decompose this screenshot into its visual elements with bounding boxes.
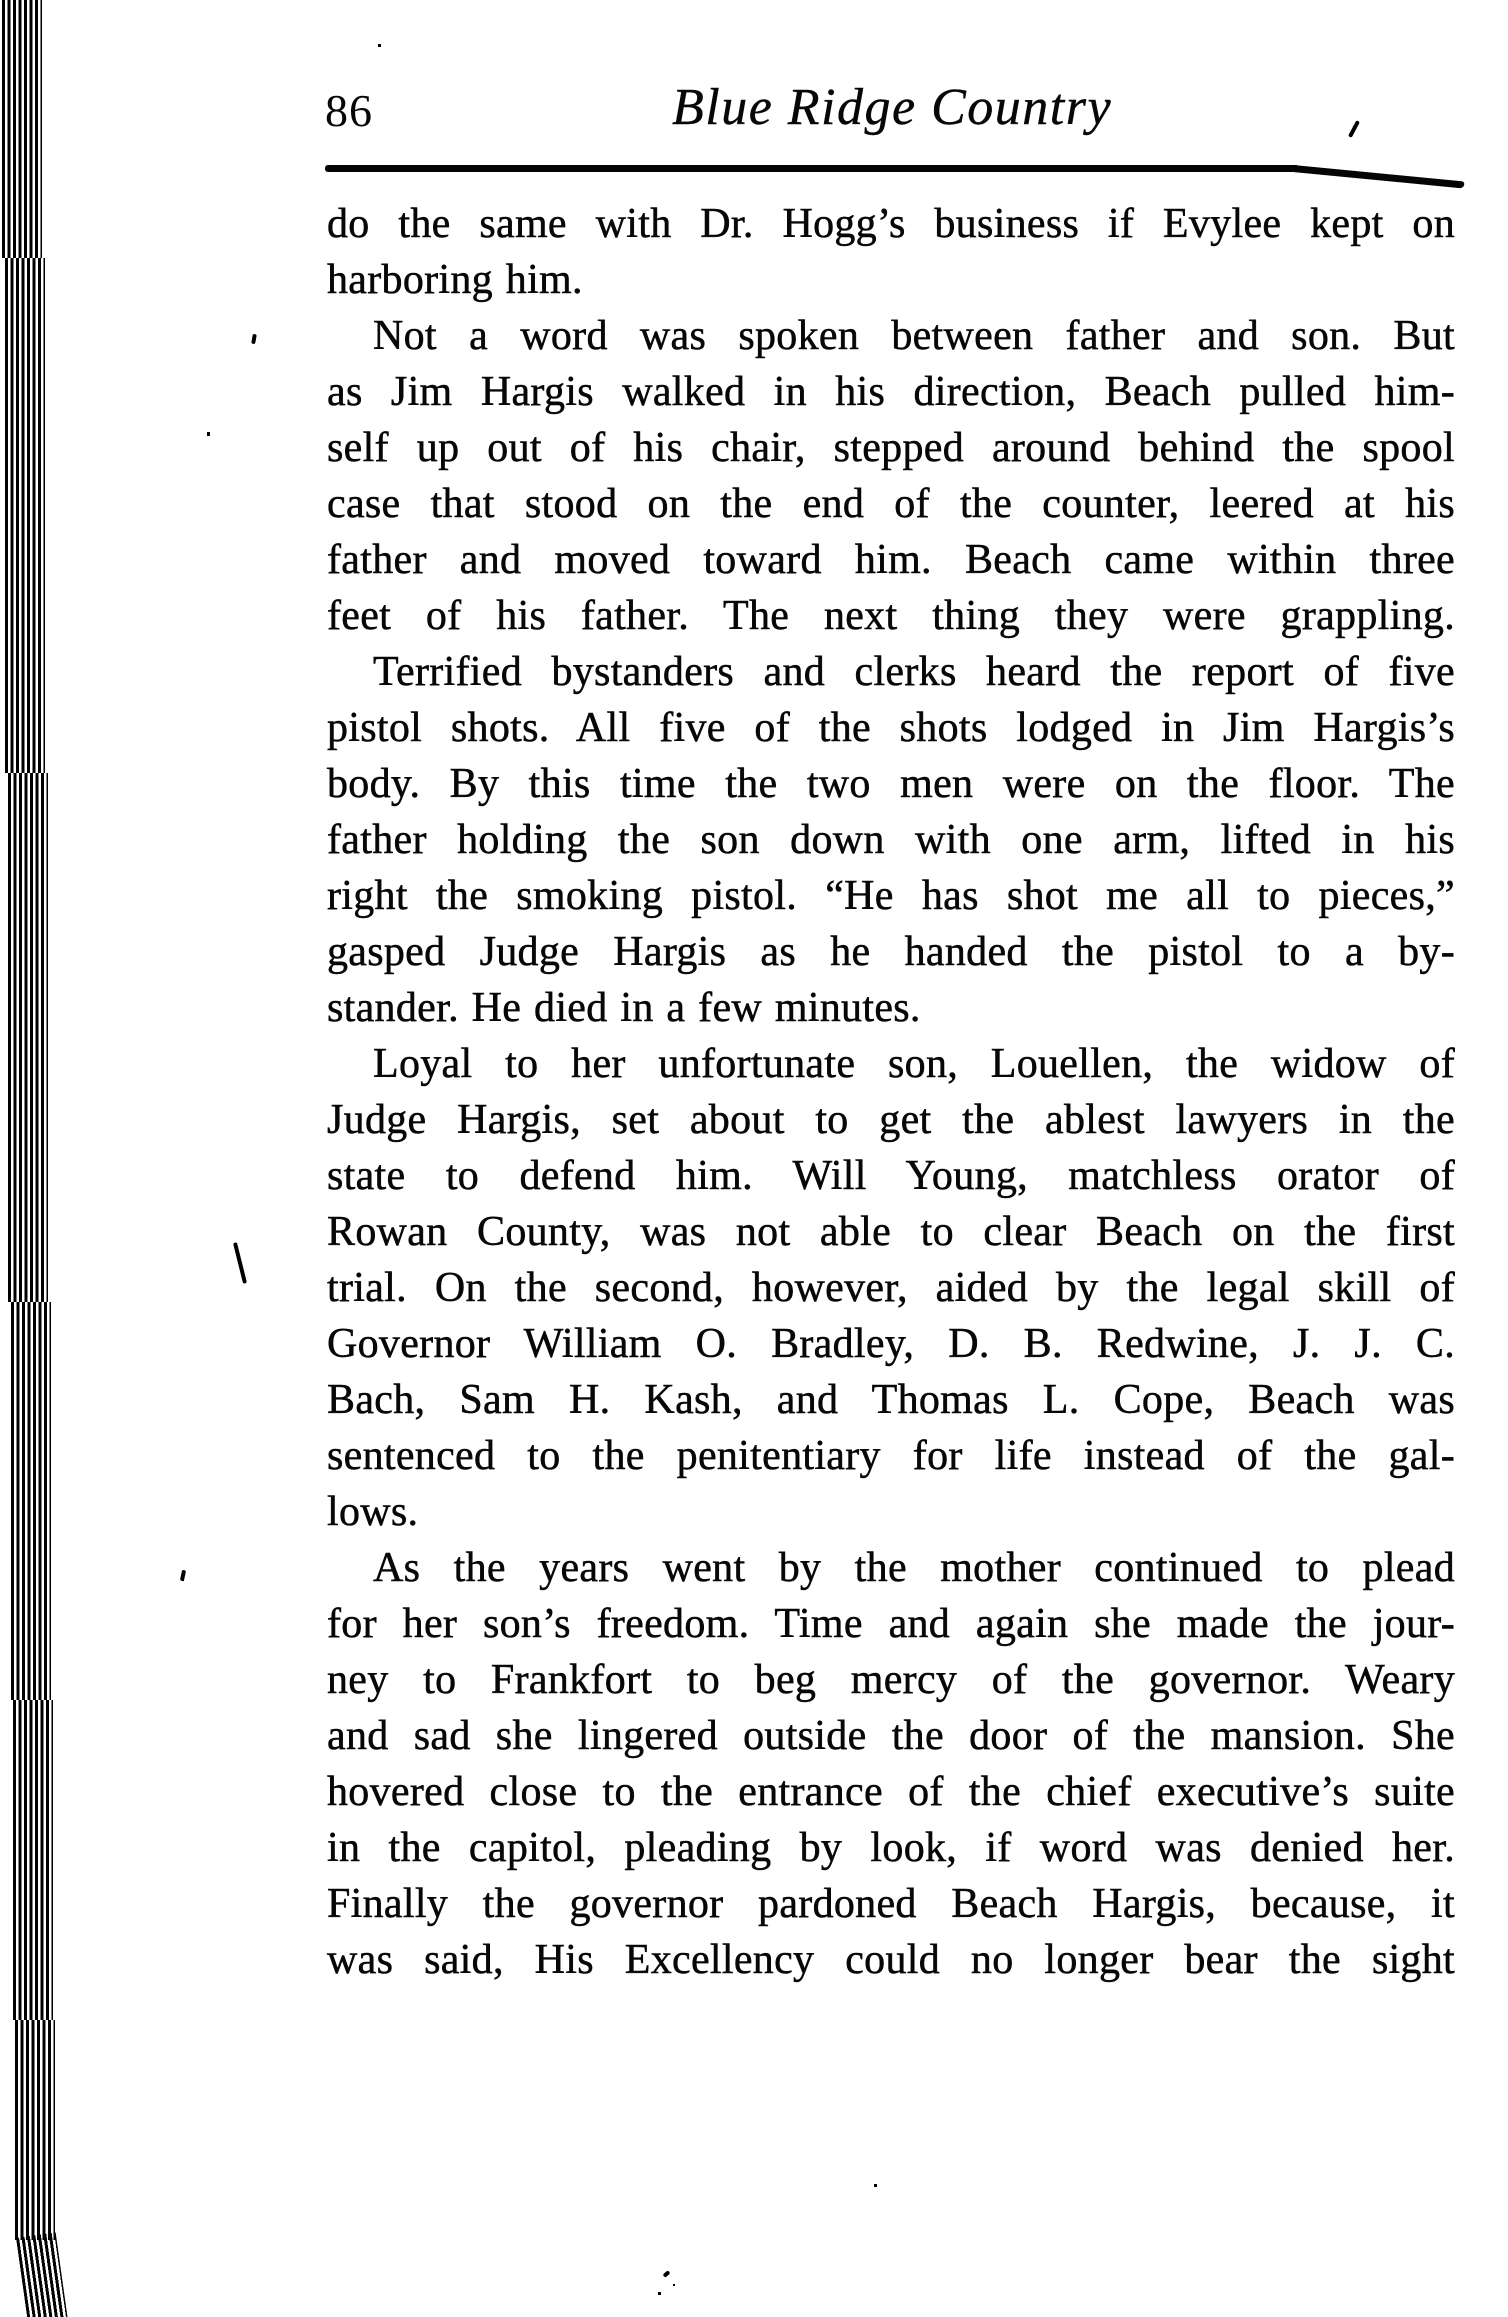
- binding-stripe-segment: [15, 2020, 55, 2240]
- text-line: stander. He died in a few minutes.: [327, 985, 921, 1031]
- scan-speck: [233, 1242, 247, 1284]
- text-line: sentenced to the penitentiary for life instead of the gal-: [327, 1433, 1455, 1479]
- page-number: 86: [325, 85, 373, 136]
- text-line: father and moved toward him. Beach came within three: [327, 537, 1455, 583]
- text-line: self up out of his chair, stepped around behind the spool: [327, 425, 1455, 471]
- text-line: Judge Hargis, set about to get the ablest lawyers in the: [327, 1097, 1455, 1143]
- text-line: Not a word was spoken between father and son. But: [373, 313, 1455, 359]
- text-line: case that stood on the end of the counter, leered at his: [327, 481, 1455, 527]
- paragraph: [327, 1036, 1455, 1540]
- text-line: and sad she lingered outside the door of the mansion. She: [327, 1713, 1455, 1759]
- text-line: trial. On the second, however, aided by the legal skill of: [327, 1265, 1455, 1311]
- text-line: Rowan County, was not able to clear Beach on the first: [327, 1209, 1455, 1255]
- text-line: for her son’s freedom. Time and again she made the jour-: [327, 1601, 1455, 1647]
- text-line: hovered close to the entrance of the chief executive’s suite: [327, 1769, 1455, 1815]
- scan-speck: [207, 432, 210, 436]
- text-line: father holding the son down with one arm, lifted in his: [327, 817, 1455, 863]
- paragraph: [327, 1540, 1455, 1988]
- binding-stripe-segment: [8, 773, 48, 1302]
- text-line: Governor William O. Bradley, D. B. Redwine, J. J. C.: [327, 1321, 1455, 1367]
- text-line: lows.: [327, 1489, 419, 1535]
- text-line: Terrified bystanders and clerks heard the report of five: [373, 649, 1455, 695]
- binding-edge-artifact: [0, 0, 70, 2317]
- binding-stripe-segment: [2, 0, 42, 258]
- scan-speck: [1348, 120, 1360, 138]
- text-line: Bach, Sam H. Kash, and Thomas L. Cope, Beach was: [327, 1377, 1455, 1423]
- text-line: right the smoking pistol. “He has shot me all to pieces,”: [327, 873, 1455, 919]
- binding-stripe-segment-curved: [16, 2232, 68, 2317]
- scan-speck: [663, 2270, 671, 2278]
- text-line: ney to Frankfort to beg mercy of the governor. Weary: [327, 1657, 1455, 1703]
- binding-stripe-segment: [11, 1302, 51, 1700]
- text-line: was said, His Excellency could no longer bear the sight: [327, 1937, 1455, 1983]
- text-line: body. By this time the two men were on the floor. The: [327, 761, 1455, 807]
- scan-speck: [658, 2292, 661, 2295]
- text-line: do the same with Dr. Hogg’s business if Evylee kept on: [327, 201, 1455, 247]
- text-line: pistol shots. All five of the shots lodged in Jim Hargis’s: [327, 705, 1455, 751]
- binding-stripe-segment: [13, 1700, 53, 2020]
- scan-speck: [251, 334, 257, 345]
- text-line: in the capitol, pleading by look, if word was denied her.: [327, 1825, 1455, 1871]
- text-line: harboring him.: [327, 257, 583, 303]
- body-text: [327, 196, 1455, 1988]
- text-line: As the years went by the mother continued to plead: [373, 1545, 1455, 1591]
- scan-speck: [180, 1570, 186, 1582]
- header-rule: [325, 165, 1297, 172]
- scan-speck: [874, 2184, 877, 2187]
- text-line: feet of his father. The next thing they were grappling.: [327, 593, 1455, 639]
- binding-stripe-segment: [5, 258, 45, 773]
- text-line: Finally the governor pardoned Beach Hargis, because, it: [327, 1881, 1455, 1927]
- paragraph: [327, 644, 1455, 1036]
- paragraph: [327, 196, 1455, 308]
- scan-speck: [673, 2284, 675, 2286]
- text-line: as Jim Hargis walked in his direction, Beach pulled him-: [327, 369, 1455, 415]
- text-line: Loyal to her unfortunate son, Louellen, the widow of: [373, 1041, 1455, 1087]
- scan-speck: [378, 44, 381, 47]
- text-line: gasped Judge Hargis as he handed the pistol to a by-: [327, 929, 1455, 975]
- running-title: Blue Ridge Country: [672, 79, 1113, 136]
- header-rule-tail: [1293, 165, 1465, 188]
- paragraph: [327, 308, 1455, 644]
- text-line: state to defend him. Will Young, matchless orator of: [327, 1153, 1455, 1199]
